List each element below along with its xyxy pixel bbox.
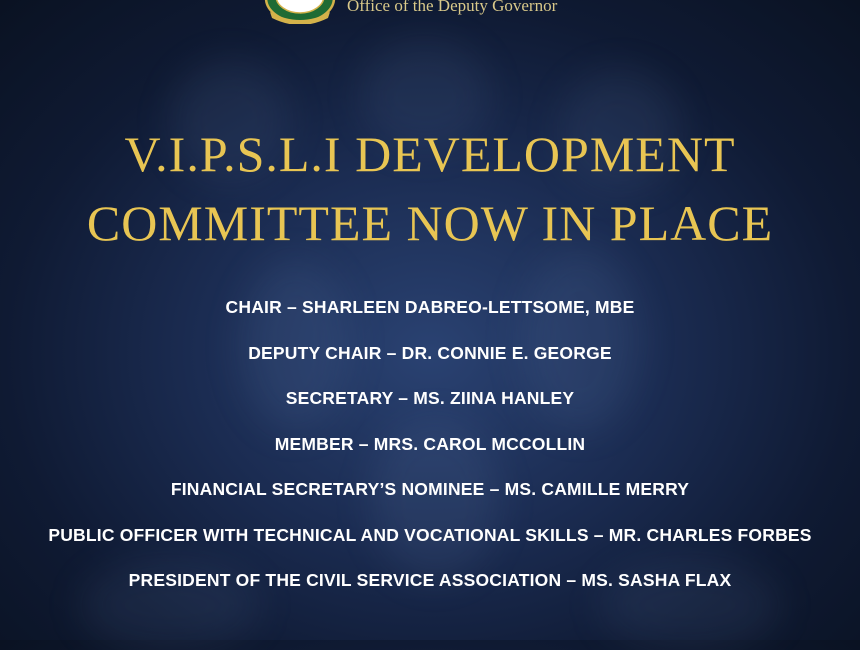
page-title (0, 120, 860, 258)
committee-member-list (0, 292, 860, 611)
title-line-1: V.I.P.S.L.I DEVELOPMENT (124, 126, 736, 182)
page-header (0, 0, 860, 28)
member-financial-secretary-nominee: FINANCIAL SECRETARY’S NOMINEE – MS. CAMILLE MERRY (170, 479, 690, 499)
member-secretary: SECRETARY – MS. ZIINA HANLEY (285, 388, 575, 408)
title-line-2: COMMITTEE NOW IN PLACE (86, 195, 774, 251)
office-name: Office of the Deputy Governor (347, 0, 558, 15)
member-deputy-chair: DEPUTY CHAIR – DR. CONNIE E. GEORGE (248, 342, 612, 363)
member-member: MEMBER – MRS. CAROL MCCOLLIN (274, 433, 586, 454)
member-chair: CHAIR – SHARLEEN DABREO-LETTSOME, MBE (225, 297, 635, 317)
seal-motto: VIGILATE (285, 13, 315, 20)
government-seal-logo (258, 0, 342, 24)
member-csa-president: PRESIDENT OF THE CIVIL SERVICE ASSOCIATION – MS. SASHA FLAX (128, 570, 732, 590)
member-public-officer: PUBLIC OFFICER WITH TECHNICAL AND VOCATIONAL SKILLS – MR. CHARLES FORBES (48, 524, 812, 545)
